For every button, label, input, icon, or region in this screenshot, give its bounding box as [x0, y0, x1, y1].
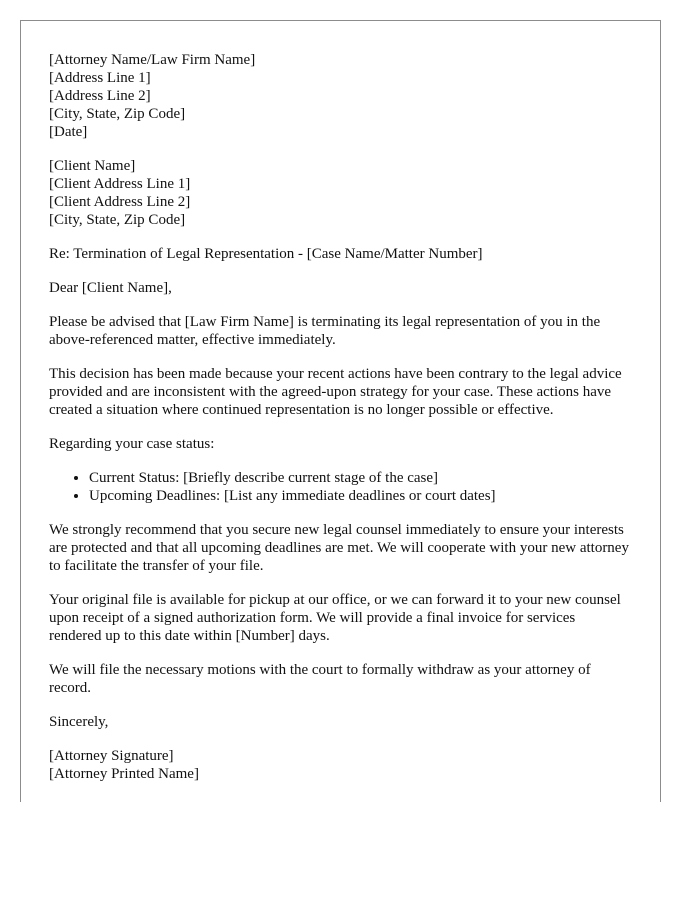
paragraph-new-counsel: We strongly recommend that you secure new legal counsel immediately to ensure your interests are protected and that all upcoming deadlines are met. We will cooperate with your new attorney to facilitate the transfer of your file.: [49, 522, 629, 574]
list-item-current-status: • Current Status: [Briefly describe current stage of the case]: [89, 469, 640, 487]
sender-name: [Attorney Name/Law Firm Name]: [49, 52, 256, 68]
sender-address-block: [49, 51, 640, 141]
signature-block: [49, 747, 640, 783]
paragraph-reason: This decision has been made because your recent actions have been contrary to the legal advice provided and are inconsistent with the agreed-upon strategy for your case. These actions have created a situation where continued representation is no longer possible or effective.: [49, 366, 622, 418]
closing: Sincerely,: [49, 714, 109, 730]
recipient-address-block: [49, 157, 640, 229]
paragraph-termination-notice: Please be advised that [Law Firm Name] is terminating its legal representation of you in the above-referenced matter, effective immediately.: [49, 314, 601, 348]
paragraph-withdrawal: We will file the necessary motions with the court to formally withdraw as your attorney of record.: [49, 662, 591, 696]
paragraph-case-status-intro: Regarding your case status:: [49, 436, 215, 452]
sender-city-state-zip: [City, State, Zip Code]: [49, 106, 186, 122]
recipient-name: [Client Name]: [49, 158, 136, 174]
sender-address-line-1: [Address Line 1]: [49, 70, 151, 86]
attorney-signature: [Attorney Signature]: [49, 748, 174, 764]
case-status-list: [49, 469, 640, 505]
recipient-city-state-zip: [City, State, Zip Code]: [49, 212, 186, 228]
letter-date: [Date]: [49, 124, 88, 140]
list-item-upcoming-deadlines: • Upcoming Deadlines: [List any immediate deadlines or court dates]: [89, 487, 640, 505]
letter-page: [20, 20, 661, 802]
paragraph-file-pickup: Your original file is available for pickup at our office, or we can forward it to your new counsel upon receipt of a signed authorization form. We will provide a final invoice for services rendered up to this date within [Number] days.: [49, 592, 621, 644]
attorney-printed-name: [Attorney Printed Name]: [49, 766, 199, 782]
subject-line: Re: Termination of Legal Representation - [Case Name/Matter Number]: [49, 246, 483, 262]
recipient-address-line-2: [Client Address Line 2]: [49, 194, 191, 210]
recipient-address-line-1: [Client Address Line 1]: [49, 176, 191, 192]
salutation: Dear [Client Name],: [49, 280, 172, 296]
sender-address-line-2: [Address Line 2]: [49, 88, 151, 104]
